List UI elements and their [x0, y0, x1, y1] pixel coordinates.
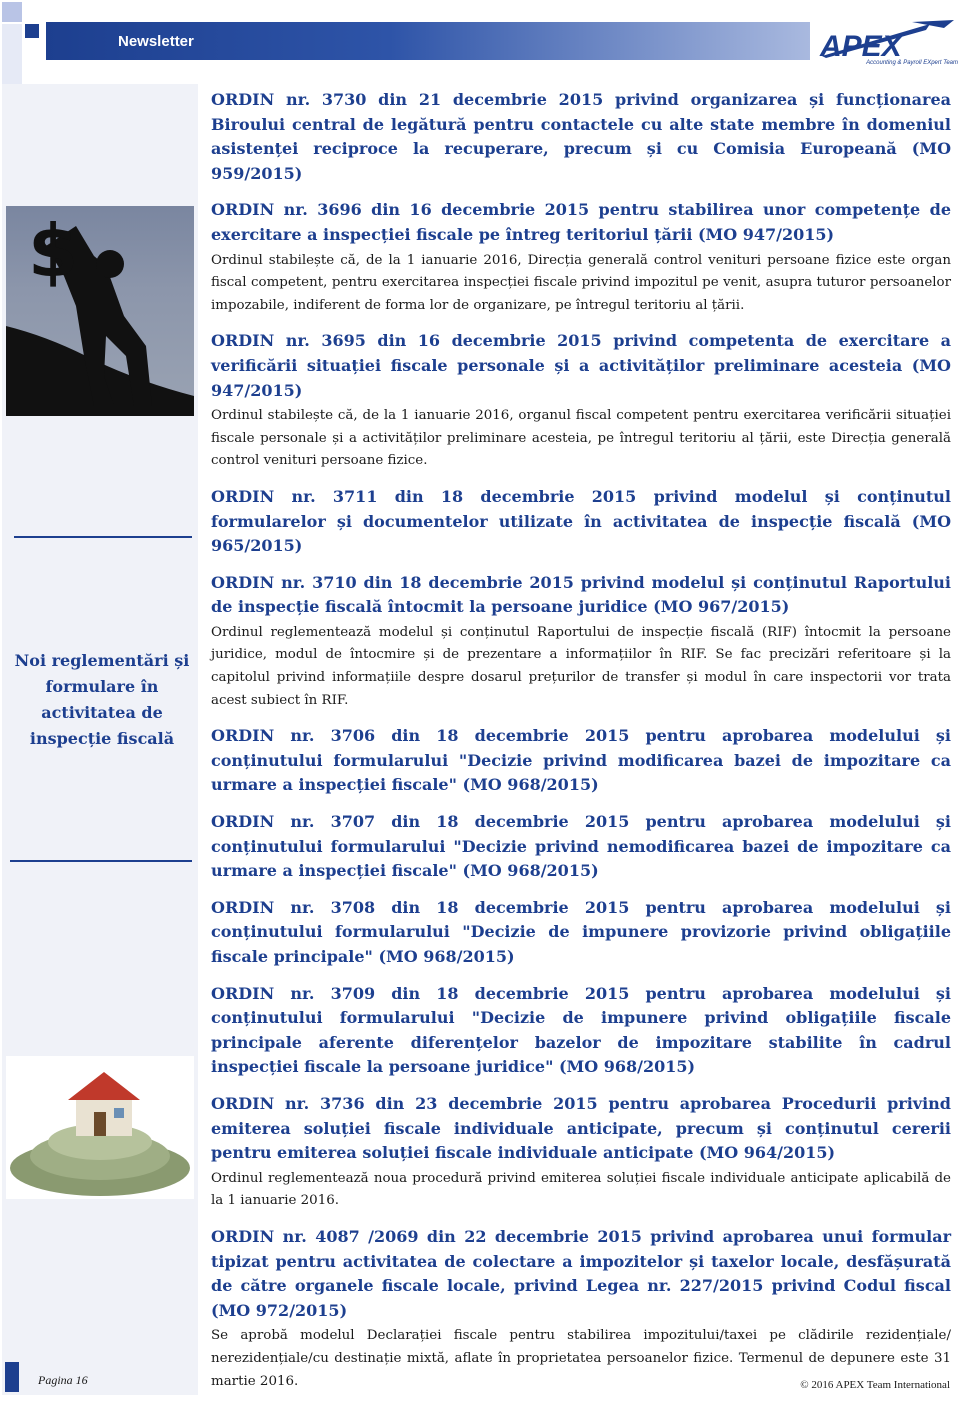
order-entry — [211, 571, 951, 713]
silhouette-illustration — [6, 206, 194, 416]
order-summary: Ordinul stabilește că, de la 1 ianuarie 2016, Direcția generală control venituri persoane fizice este organ fiscal competent, pentru exercitarea inspecției fiscale privind impozitul pe venit, asupra tuturor persoanelor impozabile, indiferent de forma lor de organizare, pe întregul teritoriu al țării. — [211, 252, 951, 313]
order-summary: Ordinul stabilește că, de la 1 ianuarie 2016, organul fiscal competent pentru exercitarea verificării situației fiscale personale și a activităților preliminare acesteia, pe întregul teritoriu al țării, este Direcția generală control venituri persoane fizice. — [211, 408, 951, 469]
order-title: ORDIN nr. 3736 din 23 decembrie 2015 pentru aprobarea Procedurii privind emiterea soluției fiscale individuale anticipate, precum și conținutul cererii pentru emiterea soluției fiscale individuale anticipate (MO 964/2015) — [211, 1093, 951, 1163]
order-title: ORDIN nr. 3707 din 18 decembrie 2015 pentru aprobarea modelului și conținutului formularului "Decizie privind nemodificarea bazei de impozitare ca urmare a inspecției fiscale" (MO 968/2015) — [211, 812, 951, 881]
order-title: ORDIN nr. 3730 din 21 decembrie 2015 privind organizarea și funcționarea Biroului central de legătură pentru contactele cu alte state membre în domeniul asistenței reciproce la recuperare, precum și cu Comisia Europeană (MO 959/2015) — [211, 90, 951, 183]
order-entry — [211, 198, 951, 317]
header-decor-block — [2, 24, 22, 84]
silhouette-photo — [6, 206, 194, 416]
order-title: ORDIN nr. 3711 din 18 decembrie 2015 privind modelul și conținutul formularelor și documentelor utilizate în activitatea de inspecție fiscală (MO 965/2015) — [211, 486, 951, 556]
order-title: ORDIN nr. 3709 din 18 decembrie 2015 pentru aprobarea modelului și conținutului formularului "Decizie de impunere privind obligațiile fiscale principale aferente diferențelor bazelor de impozitare stabilite în cadrul inspecției fiscale la persoane juridice" (MO 968/2015) — [211, 983, 951, 1077]
header-decor-square — [2, 2, 22, 22]
svg-text:$: $ — [28, 209, 79, 293]
order-entry — [211, 485, 951, 559]
order-entry — [211, 896, 951, 970]
logo-subtitle: Accounting & Payroll EXpert Team — [866, 60, 958, 66]
order-entry — [211, 88, 951, 186]
order-entry — [211, 329, 951, 473]
order-entry — [211, 1225, 951, 1393]
main-content — [211, 88, 951, 1405]
order-title: ORDIN nr. 4087 /2069 din 22 decembrie 2015 privind aprobarea unui formular tipizat pentru activitatea de colectare a impozitelor și taxelor locale, desfășurată de către organele fiscale locale, privind Legea nr. 227/2015 privind Codul fiscal (MO 972/2015) — [211, 1226, 951, 1320]
order-title: ORDIN nr. 3696 din 16 decembrie 2015 pentru stabilirea unor competențe de exercitare a inspecției fiscale pe întreg teritoriul țării (MO 947/2015) — [211, 200, 951, 244]
order-entry — [211, 1092, 951, 1213]
order-summary: Ordinul reglementează modelul și conținutul Raportului de inspecție fiscală (RIF) întocmit la persoane juridice, modul de întocmire și de prezentare a informațiilor în RIF. Se fac precizări referitoare și la capitolul privind informațiile despre dosarul prețurilor de transfer și modul în care inspectorii vor trata acest subiect în RIF. — [211, 624, 951, 708]
sidebar-heading: Noi reglementări și formulare în activitatea de inspecție fiscală — [14, 651, 190, 748]
order-title: ORDIN nr. 3695 din 16 decembrie 2015 privind competenta de exercitare a verificării situației fiscale personale și a activităților preliminare acesteia (MO 947/2015) — [211, 331, 951, 400]
house-on-money-photo — [6, 1056, 194, 1199]
sidebar-rule-top — [14, 536, 192, 538]
order-title: ORDIN nr. 3710 din 18 decembrie 2015 privind modelul și conținutul Raportului de inspecție fiscală întocmit la persoane juridice (MO 967/2015) — [211, 572, 951, 617]
order-entry — [211, 982, 951, 1080]
copyright-notice: © 2016 APEX Team International — [800, 1379, 950, 1391]
page-marker — [5, 1362, 19, 1392]
newsletter-title: Newsletter — [118, 33, 194, 50]
order-entry — [211, 810, 951, 884]
order-entry — [211, 724, 951, 798]
order-summary: Ordinul reglementează noua procedură privind emiterea soluției fiscale individuale anticipate aplicabilă de la 1 ianuarie 2016. — [211, 1170, 951, 1209]
page-number: Pagina 16 — [38, 1373, 88, 1387]
header-decor-square-small — [25, 24, 39, 38]
logo-text: APEX — [820, 30, 902, 63]
order-summary: Se aprobă modelul Declarației fiscale pentru stabilirea impozitului/taxei pe clădirile rezidențiale/ nerezidențiale/cu destinație mixtă, aflate în proprietatea persoanelor fizice. Termenul de depunere este 31 martie 2016. — [211, 1328, 951, 1389]
order-title: ORDIN nr. 3708 din 18 decembrie 2015 pentru aprobarea modelului și conținutului formularului "Decizie de impunere provizorie privind obligațiile fiscale principale" (MO 968/2015) — [211, 897, 951, 966]
sidebar-rule-bottom — [10, 860, 192, 862]
house-money-illustration — [6, 1056, 194, 1199]
order-title: ORDIN nr. 3706 din 18 decembrie 2015 pentru aprobarea modelului și conținutului formularului "Decizie privind modificarea bazei de impozitare ca urmare a inspecției fiscale" (MO 968/2015) — [211, 726, 951, 795]
